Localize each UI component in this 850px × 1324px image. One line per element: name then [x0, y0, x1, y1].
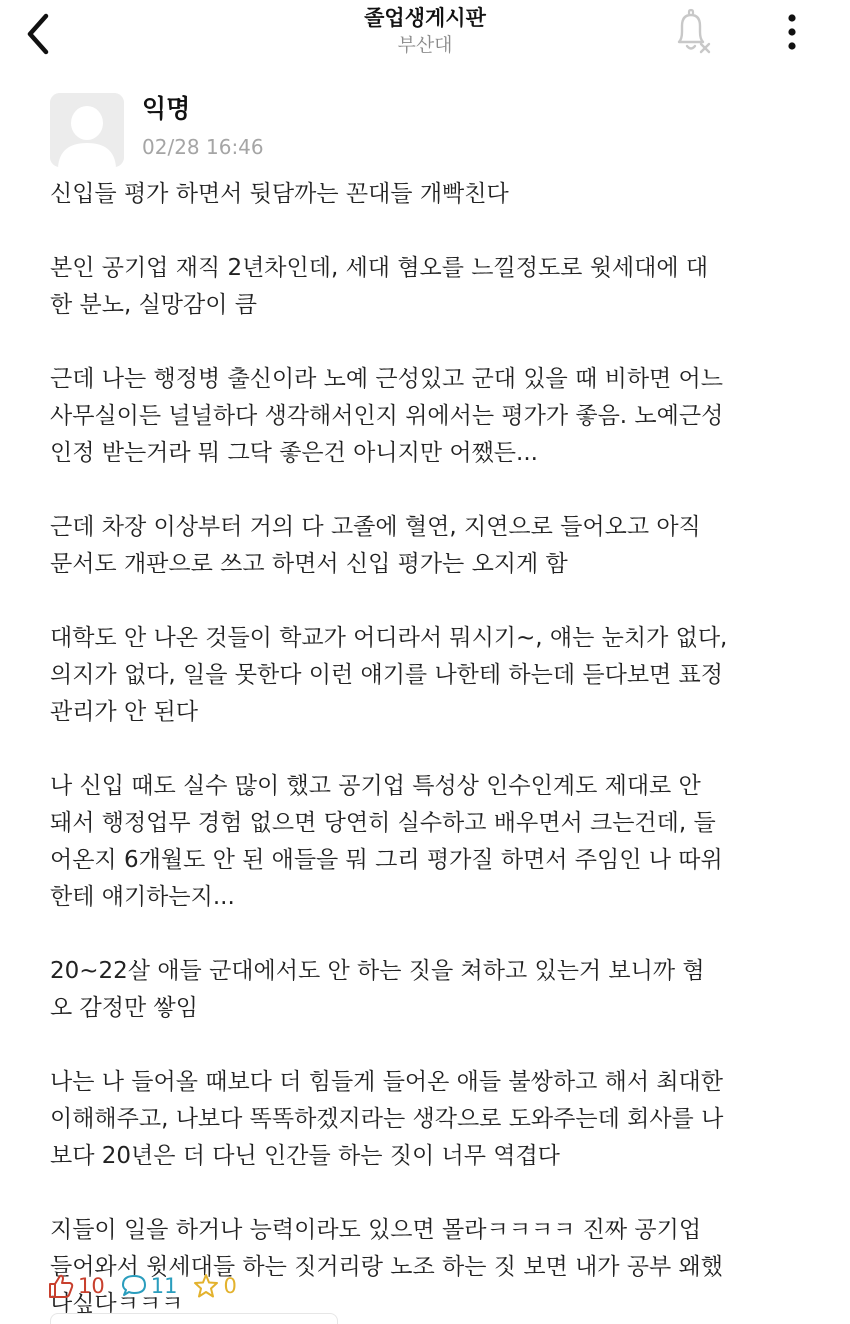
post-line: 나는 나 들어올 때보다 더 힘들게 들어온 애들 불쌍하고 해서 최대한 — [50, 1069, 723, 1095]
scrap-count[interactable] — [193, 1273, 236, 1299]
comment-count-value: 11 — [150, 1274, 178, 1298]
more-vertical-icon — [776, 8, 808, 56]
post-line: 본인 공기업 재직 2년차인데, 세대 혐오를 느낄정도로 윗세대에 대 — [50, 255, 709, 281]
top-bar — [0, 0, 850, 72]
thumbs-up-icon — [48, 1273, 74, 1299]
post-line: 어온지 6개월도 안 된 애들을 뭐 그리 평가질 하면서 주임인 나 따위 — [50, 847, 723, 873]
post-line: 근데 차장 이상부터 거의 다 고졸에 혈연, 지연으로 들어오고 아직 — [50, 514, 701, 540]
post-line: 20~22살 애들 군대에서도 안 하는 짓을 쳐하고 있는거 보니까 혐 — [50, 958, 705, 984]
post-paragraph — [50, 176, 820, 213]
comment-box-edge — [50, 1313, 338, 1324]
post-line: 돼서 행정업무 경험 없으면 당연히 실수하고 배우면서 크는건데, 들 — [50, 810, 716, 836]
post-line: 근데 나는 행정병 출신이라 노예 근성있고 군대 있을 때 비하면 어느 — [50, 366, 723, 392]
post-stats — [48, 1270, 253, 1302]
post-line: 대학도 안 나온 것들이 학교가 어디라서 뭐시기~, 얘는 눈치가 없다, — [50, 625, 728, 651]
post-line: 지들이 일을 하거나 능력이라도 있으면 몰라ㅋㅋㅋㅋ 진짜 공기업 — [50, 1217, 702, 1243]
avatar — [50, 93, 124, 167]
comment-count[interactable] — [121, 1273, 178, 1299]
notification-toggle-button[interactable] — [670, 8, 716, 56]
post-line: 문서도 개판으로 쓰고 하면서 신입 평가는 오지게 함 — [50, 551, 568, 577]
post-line: 오 감정만 쌓임 — [50, 995, 198, 1021]
post-line: 한테 얘기하는지... — [50, 884, 235, 910]
post-body — [50, 176, 820, 1323]
board-subtitle: 부산대 — [397, 34, 453, 56]
post-line: 들어와서 윗세대들 하는 짓거리랑 노조 하는 짓 보면 내가 공부 왜했 — [50, 1254, 723, 1280]
post-paragraph — [50, 509, 820, 583]
bell-off-icon — [670, 8, 716, 56]
post-line: 신입들 평가 하면서 뒷담까는 꼰대들 개빡친다 — [50, 181, 509, 207]
like-count[interactable] — [48, 1273, 105, 1299]
author-name: 익명 — [142, 94, 191, 123]
post-line: 나싶다ㅋㅋㅋ — [50, 1291, 184, 1317]
comment-bubble-icon — [121, 1273, 147, 1299]
post-paragraph — [50, 1064, 820, 1175]
post-line: 보다 20년은 더 다닌 인간들 하는 짓이 너무 역겹다 — [50, 1143, 560, 1169]
post-line: 관리가 안 된다 — [50, 699, 198, 725]
more-options-button[interactable] — [776, 8, 808, 56]
post-paragraph — [50, 953, 820, 1027]
board-header — [200, 4, 650, 58]
post-line: 인정 받는거라 뭐 그닥 좋은건 아니지만 어쨌든... — [50, 440, 538, 466]
post-paragraph — [50, 361, 820, 472]
star-icon — [193, 1273, 219, 1299]
post-line: 이해해주고, 나보다 똑똑하겠지라는 생각으로 도와주는데 회사를 나 — [50, 1106, 724, 1132]
post-line: 한 분노, 실망감이 큼 — [50, 292, 257, 318]
back-button[interactable] — [18, 8, 62, 56]
post-line: 나 신입 때도 실수 많이 했고 공기업 특성상 인수인계도 제대로 안 — [50, 773, 701, 799]
post-paragraph — [50, 768, 820, 916]
post-timestamp: 02/28 16:46 — [142, 135, 264, 159]
like-count-value: 10 — [78, 1274, 105, 1298]
scrap-count-value: 0 — [223, 1274, 237, 1298]
post-paragraph — [50, 620, 820, 731]
post-line: 의지가 없다, 일을 못한다 이런 얘기를 나한테 하는데 듣다보면 표정 — [50, 662, 723, 688]
chevron-left-icon — [18, 8, 62, 56]
post-line: 사무실이든 널널하다 생각해서인지 위에서는 평가가 좋음. 노예근성 — [50, 403, 724, 429]
board-title: 졸업생게시판 — [364, 6, 486, 30]
post-paragraph — [50, 250, 820, 324]
anonymous-user-icon — [50, 93, 124, 167]
post-paragraph — [50, 1212, 820, 1323]
